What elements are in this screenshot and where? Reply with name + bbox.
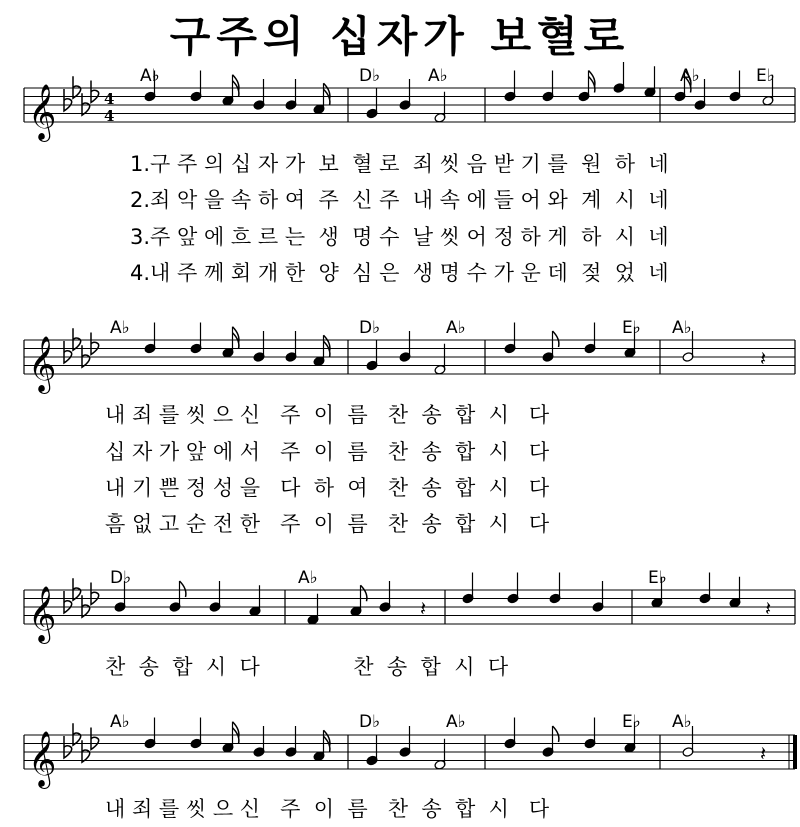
lyric-s1-v4: 4.내 주 께 회 개 한 양 심 은 생 명 수 가 운 데 젖 었 네 [130, 261, 669, 285]
note-flag [553, 331, 559, 347]
quarter-rest-icon: 𝄽 [760, 346, 767, 371]
chord-s2-5: A♭ [672, 318, 692, 338]
flat-icon [64, 89, 72, 111]
chord-s4-5: A♭ [672, 712, 692, 732]
flat-icon [64, 736, 72, 758]
quarter-rest-icon: 𝄽 [765, 596, 772, 621]
chord-s2-2: D♭ [359, 318, 381, 338]
lyric-s3-v1: 찬 송 합 시 다 찬 송 합 시 다 [105, 655, 509, 679]
flat-icon [73, 723, 81, 745]
note-flag [553, 726, 559, 742]
lyric-s4-v1: 내 죄 를 씻 으 신 주 이 름 찬 송 합 시 다 [105, 797, 550, 821]
flat-icon [64, 591, 72, 613]
quarter-rest-icon: 𝄽 [760, 741, 767, 766]
lyric-s1-v1: 1.구 주 의 십 자 가 보 혈 로 죄 씻 음 받 기 를 원 하 네 [130, 152, 669, 176]
time-signature-top: 4 [104, 90, 115, 108]
flat-icon [73, 76, 81, 98]
chord-s2-1: A♭ [110, 318, 130, 338]
note-flag [180, 581, 186, 597]
flat-icon [64, 341, 72, 363]
chord-s1-2: D♭ [359, 66, 381, 86]
lyric-s2-v2: 십 자 가 앞 에 서 주 이 름 찬 송 합 시 다 [105, 440, 550, 464]
lyric-s1-v3: 3.주 앞 에 흐 르 는 생 명 수 날 씻 어 정 하 게 하 시 네 [130, 225, 669, 249]
chord-s2-3: A♭ [446, 318, 466, 338]
chord-s1-3: A♭ [428, 66, 448, 86]
flat-icon [73, 328, 81, 350]
flat-icon [91, 333, 99, 355]
song-title: 구주의 십자가 보혈로 [169, 12, 631, 61]
treble-clef-icon: 𝄞 [28, 586, 57, 642]
staff-system-3 [24, 578, 795, 644]
treble-clef-icon: 𝄞 [28, 336, 57, 392]
lyric-s2-v3: 내 기 쁜 정 성 을 다 하 여 찬 송 합 시 다 [105, 476, 550, 500]
treble-clef-icon: 𝄞 [28, 84, 57, 140]
flat-icon [91, 583, 99, 605]
lyric-s1-v2: 2.죄 악 을 속 하 여 주 신 주 내 속 에 들 어 와 계 시 네 [130, 188, 669, 212]
lyric-s2-v1: 내 죄 를 씻 으 신 주 이 름 찬 송 합 시 다 [105, 403, 550, 427]
flat-icon [73, 578, 81, 600]
flat-icon [91, 81, 99, 103]
chord-s1-4: A♭ [680, 66, 700, 86]
chord-s4-4: E♭ [622, 712, 641, 732]
chord-s2-4: E♭ [622, 318, 641, 338]
flat-icon [91, 728, 99, 750]
chord-s3-3: E♭ [648, 568, 667, 588]
time-signature-bottom: 4 [104, 107, 115, 125]
chord-s3-2: A♭ [298, 568, 318, 588]
chord-s4-3: A♭ [446, 712, 466, 732]
lyric-s2-v4: 흠 없 고 순 전 한 주 이 름 찬 송 합 시 다 [105, 512, 550, 536]
treble-clef-icon: 𝄞 [28, 731, 57, 787]
chord-s3-1: D♭ [110, 568, 132, 588]
chord-s1-1: A♭ [140, 66, 160, 86]
chord-s4-2: D♭ [359, 712, 381, 732]
chord-s4-1: A♭ [110, 712, 130, 732]
chord-s1-5: E♭ [756, 66, 775, 86]
quarter-rest-icon: 𝄽 [420, 596, 427, 621]
